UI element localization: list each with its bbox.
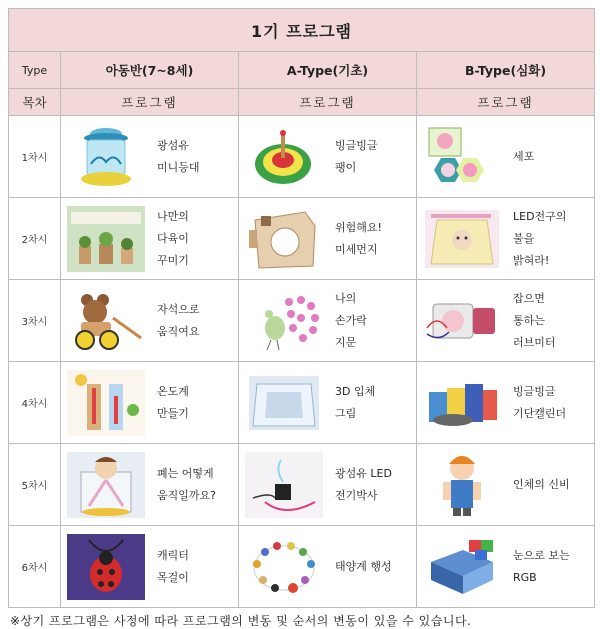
program-name: 빙글빙글 팽이	[335, 138, 378, 174]
program-name: 광섬유 미니등대	[157, 138, 200, 174]
fiber-led-image	[245, 452, 323, 518]
type-label: Type	[9, 52, 61, 89]
program-name: 인체의 신비	[513, 477, 570, 491]
program-name: 나만의 다육이 꾸미기	[157, 209, 189, 267]
program-name: 위험해요! 미세먼지	[335, 220, 382, 256]
index-label: 목차	[9, 89, 61, 116]
rgb-viewer-image	[423, 534, 501, 600]
program-name: 세포	[513, 149, 535, 163]
program-name: 나의 손가락 지문	[335, 291, 367, 349]
column-header-b-type: B-Type(심화)	[417, 52, 595, 89]
program-name: LED전구의 불을 밝혀라!	[513, 209, 567, 267]
3d-picture-image	[245, 370, 323, 436]
column-header-kids: 아동반(7~8세)	[61, 52, 239, 89]
program-label-2: 프로그램	[239, 89, 417, 116]
program-name: 태양계 행성	[335, 559, 392, 573]
table-row	[9, 198, 595, 280]
program-name: 3D 입체 그림	[335, 384, 376, 420]
footnote: ※상기 프로그램은 사정에 따라 프로그램의 변동 및 순서의 변동이 있을 수 있습니다.	[10, 614, 472, 628]
program-name: 온도계 만들기	[157, 384, 189, 420]
table-row	[9, 444, 595, 526]
thermometer-craft-image	[67, 370, 145, 436]
spinning-top-image	[245, 124, 323, 190]
program-label-3: 프로그램	[417, 89, 595, 116]
human-body-image	[423, 452, 501, 518]
table-row	[9, 362, 595, 444]
session-label: 6차시	[9, 526, 61, 608]
solar-bracelet-image	[245, 534, 323, 600]
fiber-lighthouse-image	[67, 124, 145, 190]
table-title: 1기 프로그램	[9, 9, 595, 52]
lung-model-image	[67, 452, 145, 518]
program-table	[8, 8, 595, 608]
program-label-1: 프로그램	[61, 89, 239, 116]
program-name: 캐릭터 목걸이	[157, 548, 189, 584]
session-label: 2차시	[9, 198, 61, 280]
fine-dust-kit-image	[245, 206, 323, 272]
session-label: 1차시	[9, 116, 61, 198]
program-name: 자석으로 움직여요	[157, 302, 200, 338]
table-row	[9, 116, 595, 198]
program-schedule	[8, 8, 594, 629]
character-necklace-image	[67, 534, 145, 600]
program-name: 광섬유 LED 전기박사	[335, 466, 392, 502]
program-name: 빙글빙글 기단캘린더	[513, 384, 567, 420]
succulent-decorating-image	[67, 206, 145, 272]
air-mass-calendar-image	[423, 370, 501, 436]
fingerprint-art-image	[245, 288, 323, 354]
session-label: 4차시	[9, 362, 61, 444]
session-label: 5차시	[9, 444, 61, 526]
program-name: 눈으로 보는 RGB	[513, 548, 570, 584]
led-popup-card-image	[423, 206, 501, 272]
cell-model-image	[423, 124, 501, 190]
table-row	[9, 280, 595, 362]
love-meter-image	[423, 288, 501, 354]
program-name: 폐는 어떻게 움직일까요?	[157, 466, 216, 502]
table-row	[9, 526, 595, 608]
magnet-car-image	[67, 288, 145, 354]
column-header-a-type: A-Type(기초)	[239, 52, 417, 89]
program-name: 잡으면 통하는 러브미터	[513, 291, 556, 349]
session-label: 3차시	[9, 280, 61, 362]
